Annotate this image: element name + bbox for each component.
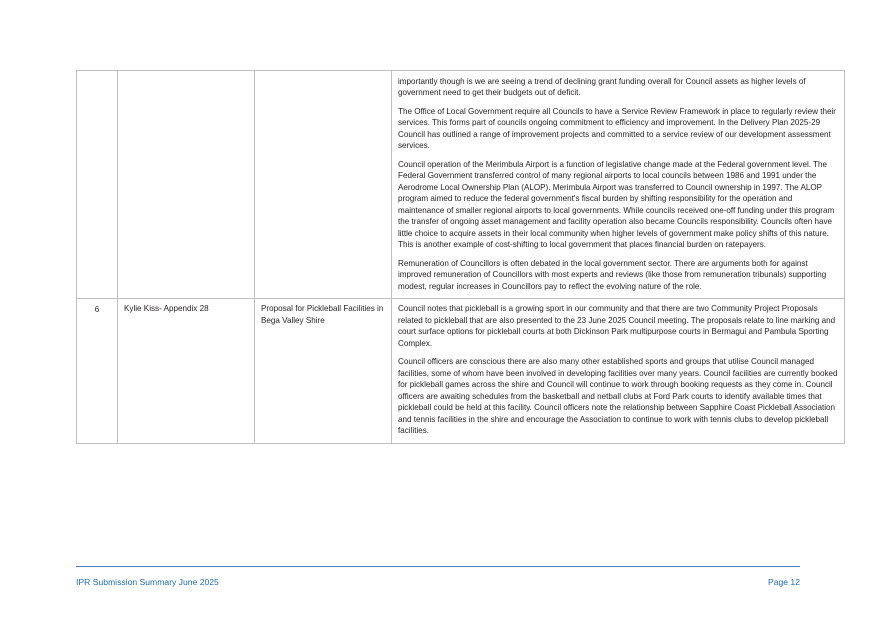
paragraph: Council notes that pickleball is a growing sport in our community and that there are two Community Project Proposals related to pickleball that are also presented to the 23 June 2025 Council meeting. The proposals relate to line marking and court surface options for pickleball courts at both Dickinson Park multipurpose courts in Bermagui and Pambula Sporting Complex.	[398, 304, 836, 348]
footer-page-number: Page 12	[767, 577, 800, 587]
row-topic-cell: Proposal for Pickleball Facilities in Bega Valley Shire	[255, 299, 392, 443]
paragraph: Remuneration of Councillors is often debated in the local government sector. There are arguments both for against improved remuneration of Councillors with most experts and reviews (like those from remuneration tribunals) supporting modest, regular increases in Councillors pay to reflect the evolving nature of the role.	[398, 258, 827, 291]
row-number-cell	[77, 71, 118, 299]
paragraph: importantly though is we are seeing a trend of declining grant funding overall for Council assets as higher levels of government need to get their budgets out of deficit.	[398, 77, 806, 98]
row-name-cell: Kylie Kiss- Appendix 28	[118, 299, 255, 443]
paragraph: Council operation of the Merimbula Airport is a function of legislative change made at the Federal government level. The Federal Government transferred control of many regional airports to local councils between 1986 and 1991 under the Aerodrome Local Ownership Plan (ALOP). Merimbula Airport was transferred to Council ownership in 1997. The ALOP program aimed to reduce the federal government's fiscal burden by shifting responsibility for the operation and maintenance of smaller regional airports to local governments. While councils received one-off funding under this program the transfer of ongoing asset management and facility operation also became Councils responsibility. Councils often have little choice to acquire assets in their local community when higher levels of government make policy shifts of this nature. This is another example of cost-shifting to local government that places financial burden on ratepayers.	[398, 159, 835, 250]
table-row	[77, 299, 845, 443]
row-topic-cell	[255, 71, 392, 299]
row-response-cell	[392, 71, 845, 299]
paragraph: The Office of Local Government require all Councils to have a Service Review Framework in place to regularly review their services. This forms part of councils ongoing commitment to efficiency and improvement. In the Delivery Plan 2025-29 Council has outlined a range of improvement projects and committed to a service review of our development assessment services.	[398, 106, 837, 151]
row-response-cell	[392, 299, 845, 443]
row-name-cell	[118, 71, 255, 299]
footer-document-title: IPR Submission Summary June 2025	[76, 577, 219, 587]
footer-divider	[76, 566, 800, 567]
paragraph: Council officers are conscious there are also many other established sports and groups that utilise Council managed facilities, some of whom have been involved in developing facilities over many years. Council facilities are currently booked for pickleball games across the shire and Council will continue to work through booking requests as they come in. Council officers are awaiting schedules from the basketball and netball clubs at Ford Park courts to identify available times that pickleball could be held at this facility. Council officers note the relationship between Sapphire Coast Pickleball Association and tennis facilities in the shire and encourage the Association to continue to work with tennis clubs to develop pickleball facilities.	[398, 357, 838, 436]
table-row	[77, 71, 845, 299]
page-footer	[76, 577, 800, 587]
row-number-cell: 6	[77, 299, 118, 443]
submissions-table	[76, 70, 845, 444]
